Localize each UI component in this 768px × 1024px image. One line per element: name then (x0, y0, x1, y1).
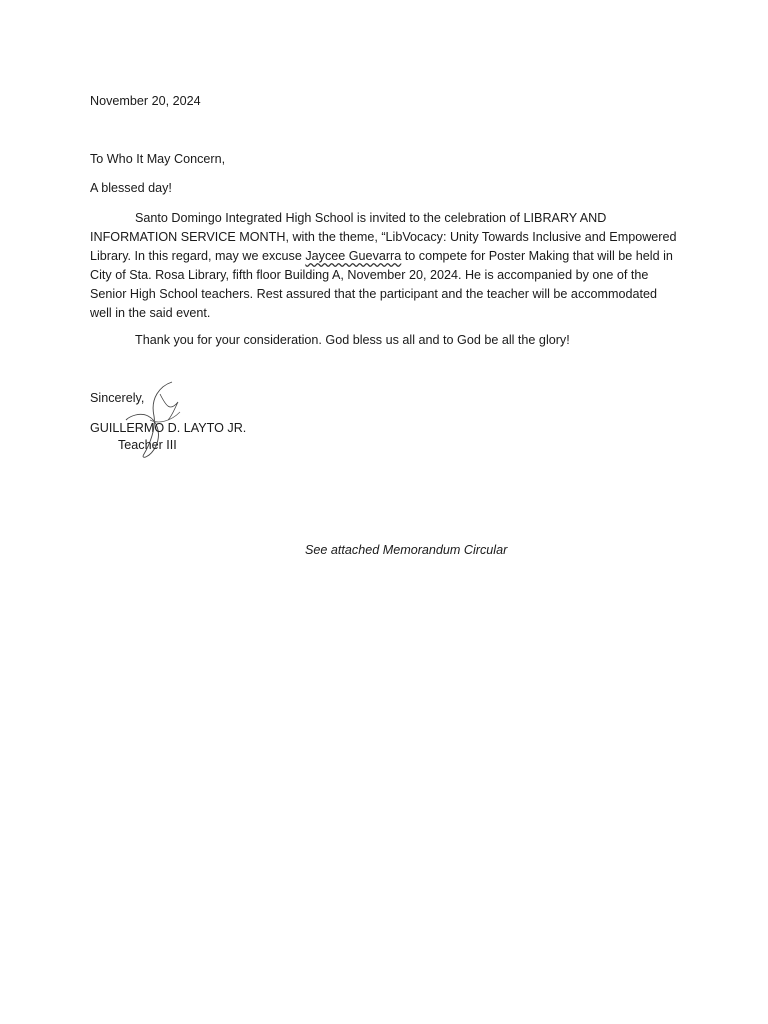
body-text-part2: to compete for Poster Making that will be held in City of Sta. Rosa Library, fifth floor Building A, November 20, 2024. He is accompanied by one of the Senior High School teachers. Rest assured that the participant and the teacher will be accommodated well in the said event. (90, 249, 673, 320)
signer-title: Teacher III (118, 438, 177, 452)
body-paragraph (90, 209, 678, 323)
closing: Sincerely, (90, 391, 145, 405)
thanks-paragraph: Thank you for your consideration. God bless us all and to God be all the glory! (135, 333, 570, 347)
greeting: A blessed day! (90, 181, 172, 195)
student-name: Jaycee Guevarra (305, 249, 402, 263)
body-text-part1: Santo Domingo Integrated High School is invited to the celebration of LIBRARY AND INFORMATION SERVICE MONTH, with the theme, “LibVocacy: Unity Towards Inclusive and Empowered Library. In this regard, may we excuse (90, 211, 677, 263)
attachment-note: See attached Memorandum Circular (305, 543, 508, 557)
signer-name: GUILLERMO D. LAYTO JR. (90, 421, 247, 435)
salutation: To Who It May Concern, (90, 152, 226, 166)
letter-date: November 20, 2024 (90, 94, 201, 108)
